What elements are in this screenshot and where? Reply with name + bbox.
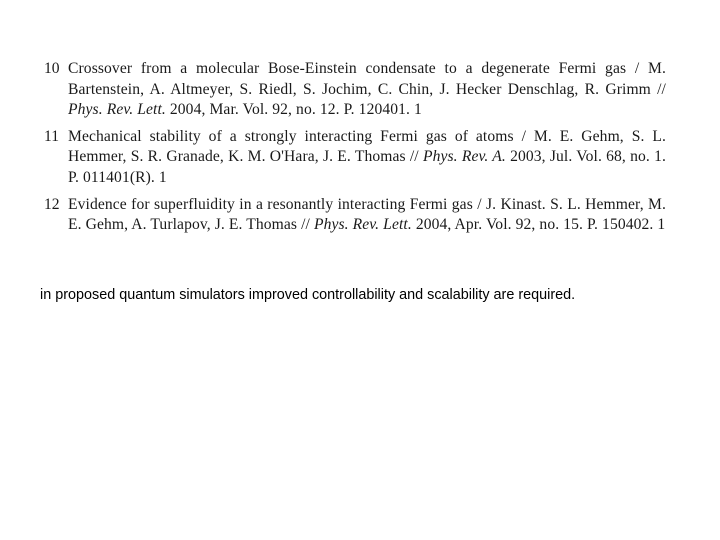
reference-list (44, 59, 666, 242)
caption-text: in proposed quantum simulators improved controllability and scalability are required. (40, 287, 576, 303)
reference-citation: Crossover from a molecular Bose-Einstein condensate to a degenerate Fermi gas / M. Bartenstein, A. Altmeyer, S. Riedl, S. Jochim, C. Chin, J. Hecker Denschlag, R. Grimm // (68, 60, 666, 98)
reference-item (44, 127, 666, 189)
reference-journal: Phys. Rev. Lett. (313, 216, 412, 234)
reference-details: 2003, Jul. Vol. 68, no. 1. P. 011401(R). 1 (68, 148, 667, 186)
reference-item (44, 59, 666, 121)
reference-details: 2004, Apr. Vol. 92, no. 15. P. 150402. 1 (411, 216, 666, 234)
reference-number: 10 (44, 60, 60, 77)
reference-item (44, 195, 666, 236)
reference-number: 12 (44, 195, 60, 213)
reference-number: 11 (44, 127, 60, 145)
reference-citation: Mechanical stability of a strongly interacting Fermi gas of atoms / M. E. Gehm, S. L. Hemmer, S. R. Granade, K. M. O'Hara, J. E. Thomas // (68, 127, 666, 166)
reference-journal: Phys. Rev. A. (422, 148, 506, 166)
reference-citation: Evidence for superfluidity in a resonantly interacting Fermi gas / J. Kinast. S. L. Hemmer, M. E. Gehm, A. Turlapov, J. E. Thomas // (68, 195, 666, 234)
reference-text (68, 195, 666, 236)
reference-journal: Phys. Rev. Lett. (68, 101, 166, 119)
reference-text (68, 127, 666, 189)
reference-details: 2004, Mar. Vol. 92, no. 12. P. 120401. 1 (165, 101, 422, 119)
reference-text (68, 59, 666, 121)
